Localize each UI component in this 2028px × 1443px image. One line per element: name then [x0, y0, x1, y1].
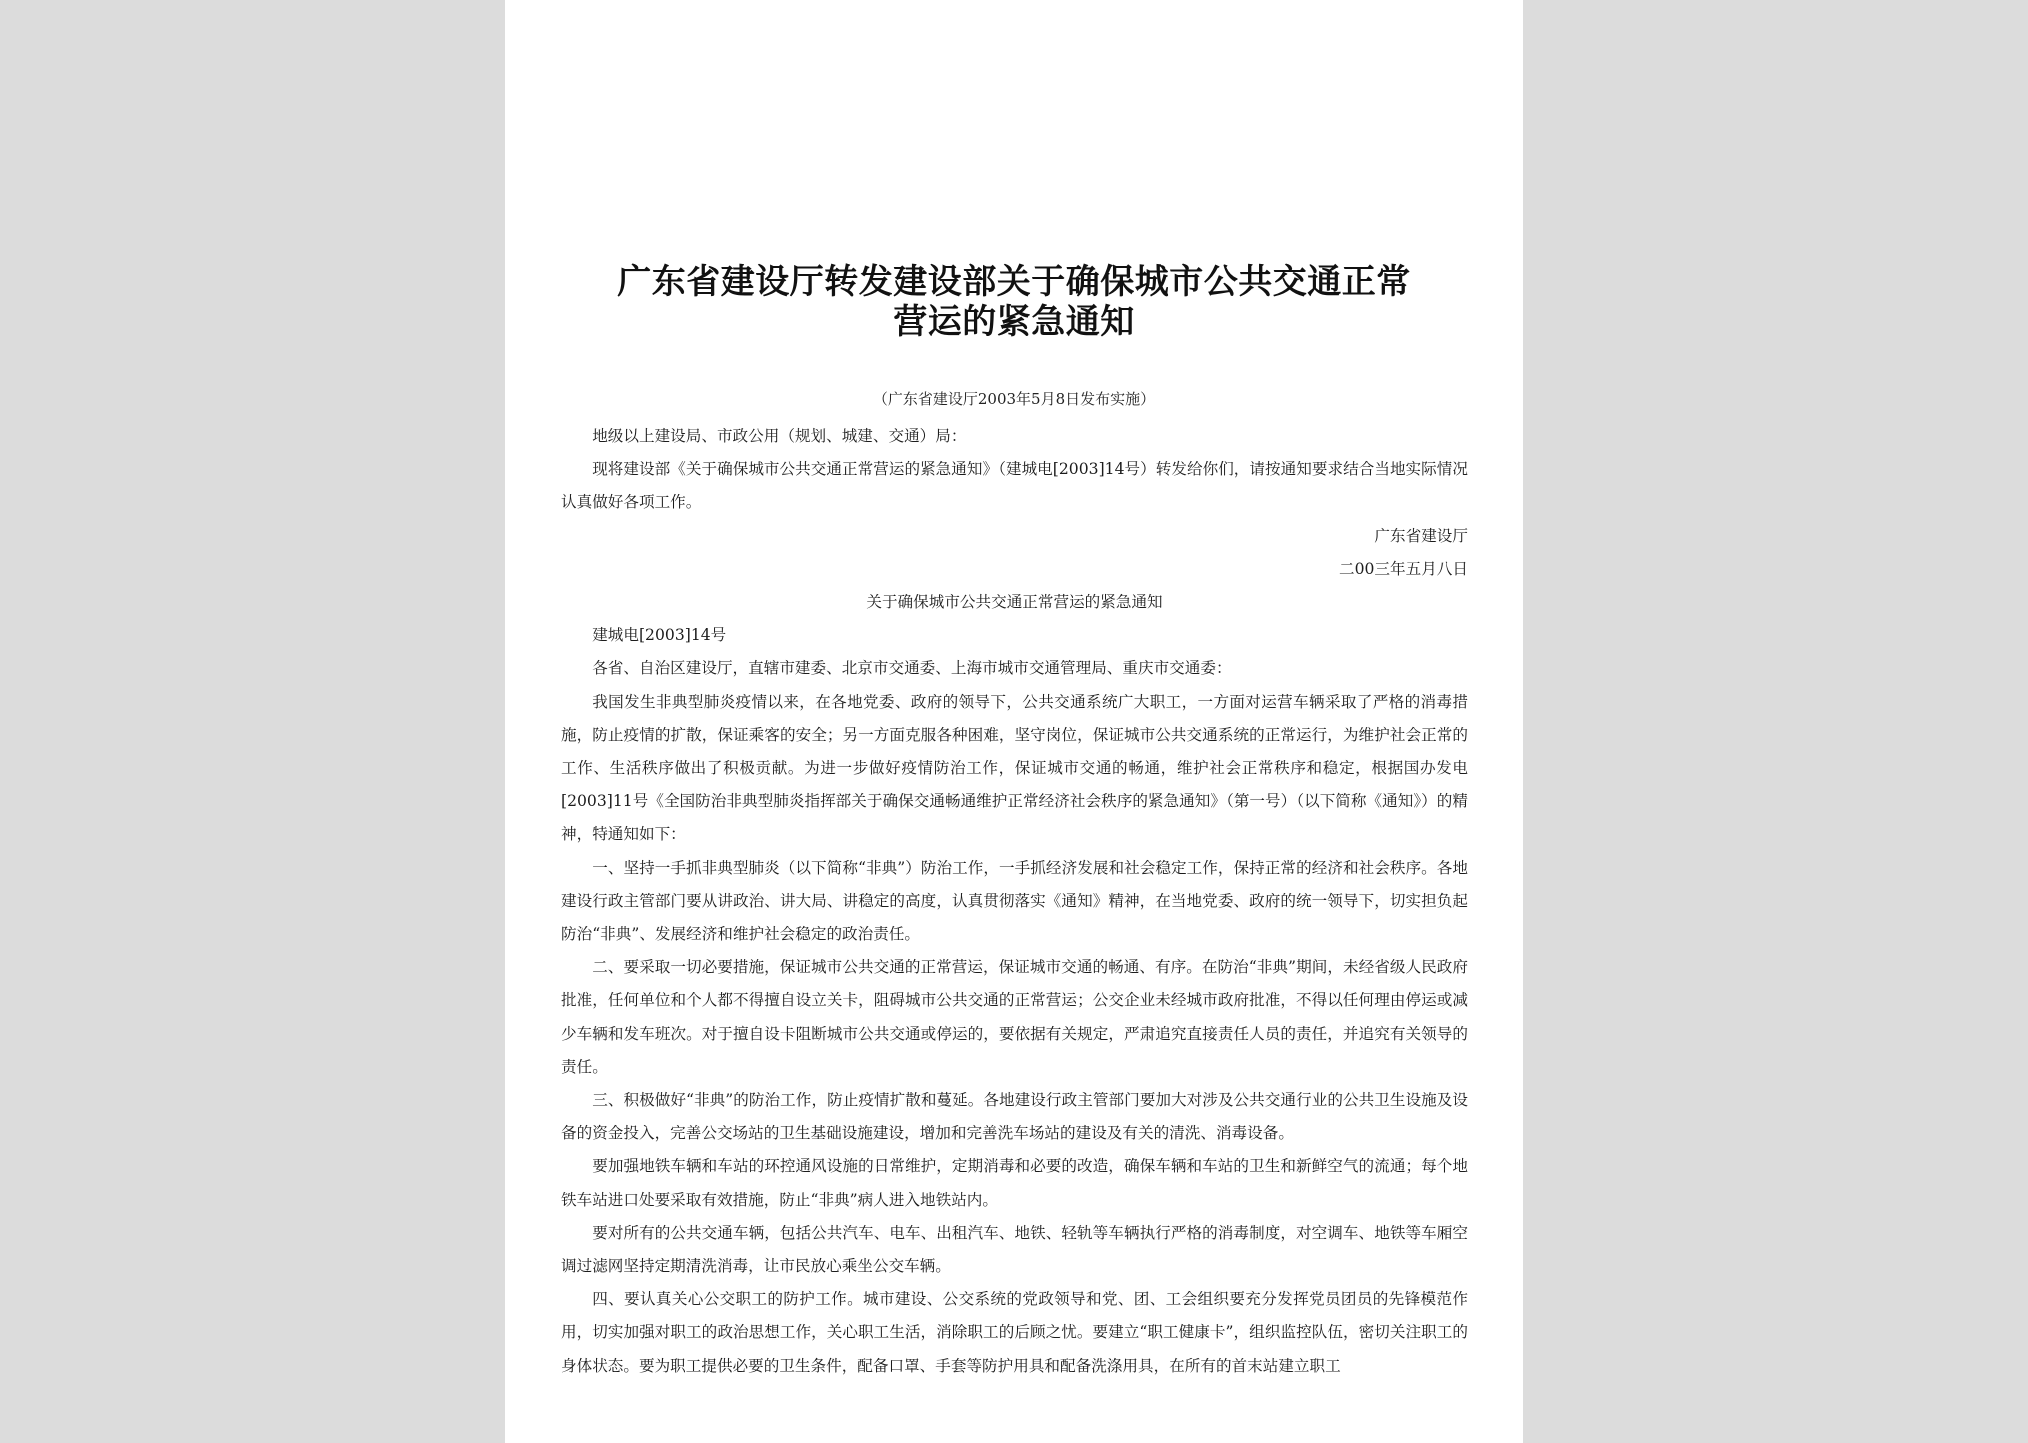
document-title: [555, 262, 1473, 342]
paragraph-1: 我国发生非典型肺炎疫情以来，在各地党委、政府的领导下，公共交通系统广大职工，一方面对运营车辆采取了严格的消毒措施，防止疫情的扩散，保证乘客的安全；另一方面克服各种困难，坚守岗位，保证城市公共交通系统的正常运行，为维护社会正常的工作、生活秩序做出了积极贡献。为进一步做好疫情防治工作，保证城市交通的畅通，维护社会正常秩序和稳定，根据国办发电[2003]11号《全国防治非典型肺炎指挥部关于确保交通畅通维护正常经济社会秩序的紧急通知》（第一号）（以下简称《通知》）的精神，特通知如下：: [561, 692, 1468, 844]
paragraph-5: 要加强地铁车辆和车站的环控通风设施的日常维护，定期消毒和必要的改造，确保车辆和车站的卫生和新鲜空气的流通；每个地铁车站进口处要采取有效措施，防止“非典”病人进入地铁站内。: [561, 1157, 1468, 1209]
title-line-2: 营运的紧急通知: [893, 302, 1135, 342]
paragraph-4: 三、积极做好“非典”的防治工作，防止疫情扩散和蔓延。各地建设行政主管部门要加大对涉及公共交通行业的公共卫生设施及设备的资金投入，完善公交场站的卫生基础设施建设，增加和完善洗车场站的建设及有关的清洗、消毒设备。: [561, 1091, 1468, 1143]
document-page: [505, 0, 1523, 1443]
inner-title: 关于确保城市公共交通正常营运的紧急通知: [866, 593, 1163, 612]
document-body: [561, 420, 1468, 1383]
paragraph-2: 一、坚持一手抓非典型肺炎（以下简称“非典”）防治工作，一手抓经济发展和社会稳定工作，保持正常的经济和社会秩序。各地建设行政主管部门要从讲政治、讲大局、讲稳定的高度，认真贯彻落实《通知》精神，在当地党委、政府的统一领导下，切实担负起防治“非典”、发展经济和维护社会稳定的政治责任。: [561, 858, 1468, 944]
addressee: 地级以上建设局、市政公用（规划、城建、交通）局：: [592, 427, 967, 445]
intro-paragraph: 现将建设部《关于确保城市公共交通正常营运的紧急通知》（建城电[2003]14号）转发给你们，请按通知要求结合当地实际情况认真做好各项工作。: [561, 460, 1468, 512]
signature-date: 二00三年五月八日: [1339, 559, 1468, 578]
paragraph-7: 四、要认真关心公交职工的防护工作。城市建设、公交系统的党政领导和党、团、工会组织要充分发挥党员团员的先锋模范作用，切实加强对职工的政治思想工作，关心职工生活，消除职工的后顾之忧。要建立“职工健康卡”，组织监控队伍，密切关注职工的身体状态。要为职工提供必要的卫生条件，配备口罩、手套等防护用具和配备洗涤用具，在所有的首末站建立职工: [561, 1290, 1468, 1375]
paragraph-6: 要对所有的公共交通车辆，包括公共汽车、电车、出租汽车、地铁、轻轨等车辆执行严格的消毒制度，对空调车、地铁等车厢空调过滤网坚持定期清洗消毒，让市民放心乘坐公交车辆。: [561, 1223, 1468, 1276]
inner-addressee: 各省、自治区建设厅，直辖市建委、北京市交通委、上海市城市交通管理局、重庆市交通委：: [592, 659, 1232, 678]
paragraph-3: 二、要采取一切必要措施，保证城市公共交通的正常营运，保证城市交通的畅通、有序。在防治“非典”期间，未经省级人民政府批准，任何单位和个人都不得擅自设立关卡，阻碍城市公共交通的正常营运；公交企业未经城市政府批准，不得以任何理由停运或减少车辆和发车班次。对于擅自设卡阻断城市公共交通或停运的，要依据有关规定，严肃追究直接责任人员的责任，并追究有关领导的责任。: [561, 958, 1468, 1076]
document-subtitle: （广东省建设厅2003年5月8日发布实施）: [872, 390, 1156, 408]
document-number: 建城电[2003]14号: [592, 626, 727, 645]
title-line-1: 广东省建设厅转发建设部关于确保城市公共交通正常: [617, 262, 1411, 302]
signature-org: 广东省建设厅: [1374, 526, 1468, 545]
